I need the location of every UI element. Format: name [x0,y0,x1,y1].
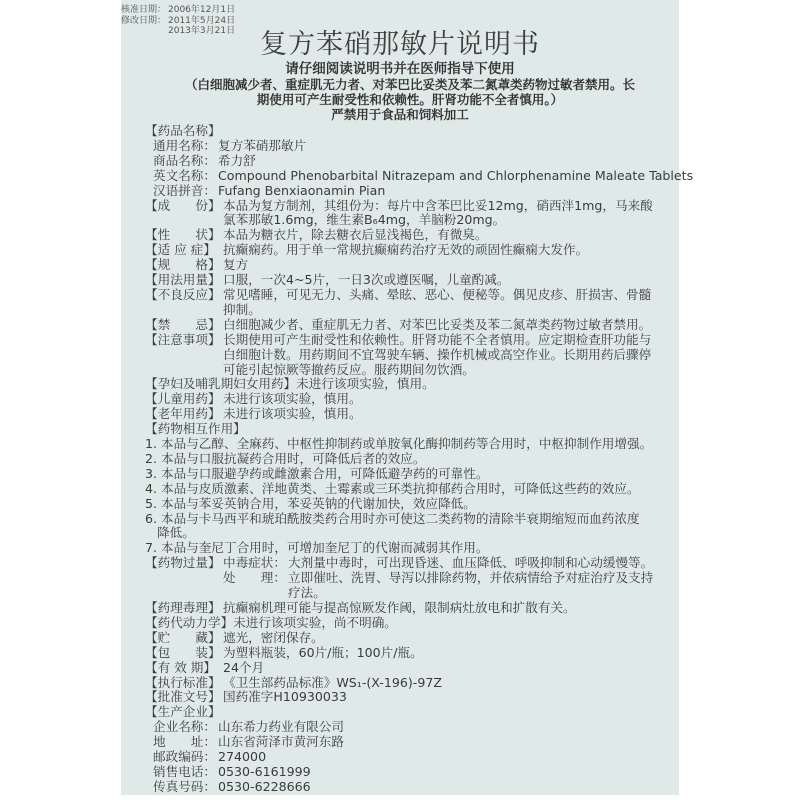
field-row [145,720,675,735]
value-line: 24个月 [223,659,265,675]
list-item-continuation: 降低。 [157,525,195,541]
field-row [145,139,675,154]
section-value [296,377,435,392]
value-line: 抗癫痫机理可能与提高惊厥发作阈，限制病灶放电和扩散有关。 [223,600,576,615]
list-item: 7. 本品与奎尼丁合用时，可增加奎尼丁的代谢而减弱其作用。 [145,540,489,556]
section-value [218,780,311,795]
section-row [145,273,675,288]
section-row [145,228,675,243]
section-label: 【规 格】 [145,257,221,273]
value-line: 0530-6161999 [218,763,311,779]
section-label: 【有 效 期】 [145,659,216,675]
section-value [218,735,344,750]
value-line: 为塑料瓶装，60片/瓶；100片/瓶。 [223,644,423,660]
ban-note: 严禁用于食品和饲料加工 [331,107,469,122]
section-label: 【药品名称】 [145,123,221,138]
section-row [145,556,675,601]
section-label: 【孕妇及哺乳期妇女用药】 [145,376,297,392]
section-value [223,228,487,243]
section-row [145,407,675,422]
document-title: 复方苯硝那敏片说明书 [260,29,540,60]
value-line: 希力舒 [218,152,256,168]
value-line: 可能引起惊厥等撤药反应。服药期间勿饮酒。 [223,361,475,377]
leaflet-body [145,123,694,795]
field-row [145,780,675,795]
section-value [223,676,442,691]
field-label: 企业名称： [153,719,216,735]
value-line: Compound Phenobarbital Nitrazepam and Chlorphenamine Maleate Tablets [218,167,694,183]
section-value [223,333,651,378]
section-label: 【药代动力学】 [145,614,234,630]
value-line: 274000 [218,749,267,765]
revision-date [121,16,235,27]
section-row [145,199,675,229]
section-row [145,318,675,333]
value-line: 0530-6228666 [218,778,311,794]
section-row [145,124,675,139]
section-row [145,333,675,378]
field-row [145,750,675,765]
section-row [145,243,675,258]
section-value [223,273,509,288]
value-line: 常见嗜睡，可见无力、头痛、晕眩、恶心、便秘等。偶见皮疹、肝损害、骨髓 [223,286,652,302]
field-row [145,765,675,780]
section-value [218,139,306,154]
date-label: 核准日期： [121,5,167,15]
field-label: 传真号码： [153,778,216,794]
value-line: 抗癫痫药。用于单一常规抗癫痫药治疗无效的顽固性癫痫大发作。 [223,242,589,258]
section-label: 【包 装】 [145,644,221,660]
section-value [218,720,344,735]
section-label: 【药理毒理】 [145,600,221,615]
section-value [218,154,256,169]
section-label: 【儿童用药】 [145,391,221,407]
section-label: 【禁 忌】 [145,316,221,332]
section-row [145,705,675,720]
value-line: 复方 [223,257,249,273]
value-line: 本品为复方制剂，其组份为：每片中含苯巴比妥12mg，硝西泮1mg，马来酸 [223,197,653,213]
section-label: 【适 应 症】 [145,242,216,258]
value-line: 抑制。 [223,301,261,317]
section-row [145,288,675,318]
section-label: 【药物相互作用】 [145,421,246,437]
list-item: 3. 本品与口服避孕药或雌激素合用，可降低避孕药的可靠性。 [145,465,489,481]
section-value [218,169,693,184]
warning-line: （白细胞减少者、重症肌无力者、对苯巴比妥类及苯二氮䓬类药物过敏者禁用。长 [184,77,635,92]
section-label: 【贮 藏】 [145,629,221,645]
section-value [233,616,397,631]
value-line: 国药准字H10930033 [223,689,347,705]
section-value [223,661,264,676]
section-row [145,676,675,691]
value-line: 未进行该项实验，慎用。 [223,391,362,407]
value-line: 本品为糖衣片，除去糖衣后显浅褐色，有微臭。 [223,227,488,243]
section-value [223,243,588,258]
section-row [145,601,675,616]
section-value [218,750,266,765]
overdose-value [288,556,653,571]
section-row [145,377,675,392]
section-row [145,392,675,407]
section-label: 【性 状】 [145,227,221,243]
section-value [223,690,347,705]
section-value [218,765,311,780]
warning-note [140,78,680,107]
field-label: 英文名称： [153,167,216,183]
value-line: Fufang Benxiaonamin Pian [218,182,386,198]
date-label: 修改日期： [121,15,167,26]
section-row [145,422,675,437]
section-row [145,690,675,705]
field-label: 通用名称： [153,137,216,153]
value-line: 长期使用可产生耐受性和依赖性。肝肾功能不全者慎用。应定期检查肝功能与 [223,331,652,347]
field-label: 销售电话： [153,763,216,779]
date-value: 2006年12月1日 [168,5,236,15]
value-line: 立即催吐、洗胃、导泻以排除药物，并依病情给予对症治疗及支持 [288,570,654,586]
section-value [223,646,423,661]
section-value [223,318,651,333]
section-value [223,258,248,273]
section-label: 【成 份】 [145,197,221,213]
document-subtitle: 请仔细阅读说明书并在医师指导下使用 [285,61,515,77]
list-item: 1. 本品与乙醇、全麻药、中枢性抑制药或单胺氧化酶抑制药等合用时，中枢抑制作用增强。 [145,436,653,452]
section-value [223,392,362,407]
value-line: 遮光，密闭保存。 [223,629,324,645]
section-label: 【药物过量】 [145,555,221,571]
section-value [223,407,362,422]
section-row [145,646,675,661]
section-value [223,556,653,601]
section-value [223,631,324,646]
overdose-value [288,571,653,601]
field-label: 地 址： [153,734,216,750]
section-row [145,258,675,273]
overdose-label: 处 理： [223,570,286,586]
value-line: 未进行该项实验，尚不明确。 [233,614,397,630]
value-line: 疗法。 [288,585,326,601]
section-label: 【生产企业】 [145,704,221,720]
warning-line: 期使用可产生耐受性和依赖性。肝肾功能不全者慎用。） [256,91,564,107]
section-value [218,184,385,199]
value-line: 未进行该项实验，慎用。 [223,406,362,422]
section-label: 【不良反应】 [145,286,221,302]
field-row [145,167,694,184]
value-line: 白细胞减少者、重症肌无力者、对苯巴比妥类及苯二氮䓬类药物过敏者禁用。 [223,316,652,332]
list-item: 2. 本品与口服抗凝药合用时，可降低后者的效应。 [145,450,426,466]
list-item: 6. 本品与卡马西平和琥珀酰胺类药合用时亦可使这二类药物的清除半衰期缩短而血药浓度 [145,510,640,526]
overdose-item [223,556,653,571]
section-value [223,601,576,616]
list-item: 4. 本品与皮质激素、洋地黄类、土霉素或三环类抗抑郁药合用时，可降低这些药的效应。 [145,480,640,496]
overdose-label: 中毒症状： [223,555,286,571]
field-label: 邮政编码： [153,749,216,765]
date-value: 2011年5月24日 [168,15,236,26]
field-label: 商品名称： [153,152,216,168]
value-line: 山东省菏泽市黄河东路 [218,734,344,750]
value-line: 山东希力药业有限公司 [218,719,344,735]
section-label: 【注意事项】 [145,331,221,347]
field-row [145,184,675,199]
value-line: 口服，一次4~5片，一日3次或遵医嘱，儿童酌减。 [223,272,510,288]
section-label: 【老年用药】 [145,406,221,422]
section-row [145,661,675,676]
list-item: 5. 本品与苯妥英钠合用，苯妥英钠的代谢加快，效应降低。 [145,495,476,511]
approval-date [121,5,235,16]
date-value: 2013年3月21日 [168,26,236,36]
value-line: 复方苯硝那敏片 [218,137,307,153]
field-label: 汉语拼音： [153,182,216,198]
value-line: 白细胞计数。用药期间不宜驾驶车辆、操作机械或高空作业。长期用药后骤停 [223,346,652,362]
value-line: 《卫生部药品标准》WS₁-(X-196)-97Z [223,674,442,690]
field-row [145,735,675,750]
section-label: 【执行标准】 [145,674,221,690]
field-row [145,154,675,169]
value-line: 未进行该项实验，慎用。 [296,376,435,392]
overdose-item [223,571,653,601]
value-line: 氯苯那敏1.6mg，维生素B₆4mg，羊脑粉20mg。 [223,212,506,228]
section-label: 【批准文号】 [145,689,221,705]
section-value [223,288,651,318]
section-label: 【用法用量】 [145,272,221,288]
section-value [223,199,653,229]
section-row [145,631,675,646]
section-row [145,616,675,631]
value-line: 大剂量中毒时，可出现昏迷、血压降低、呼吸抑制和心动缓慢等。 [288,555,654,571]
